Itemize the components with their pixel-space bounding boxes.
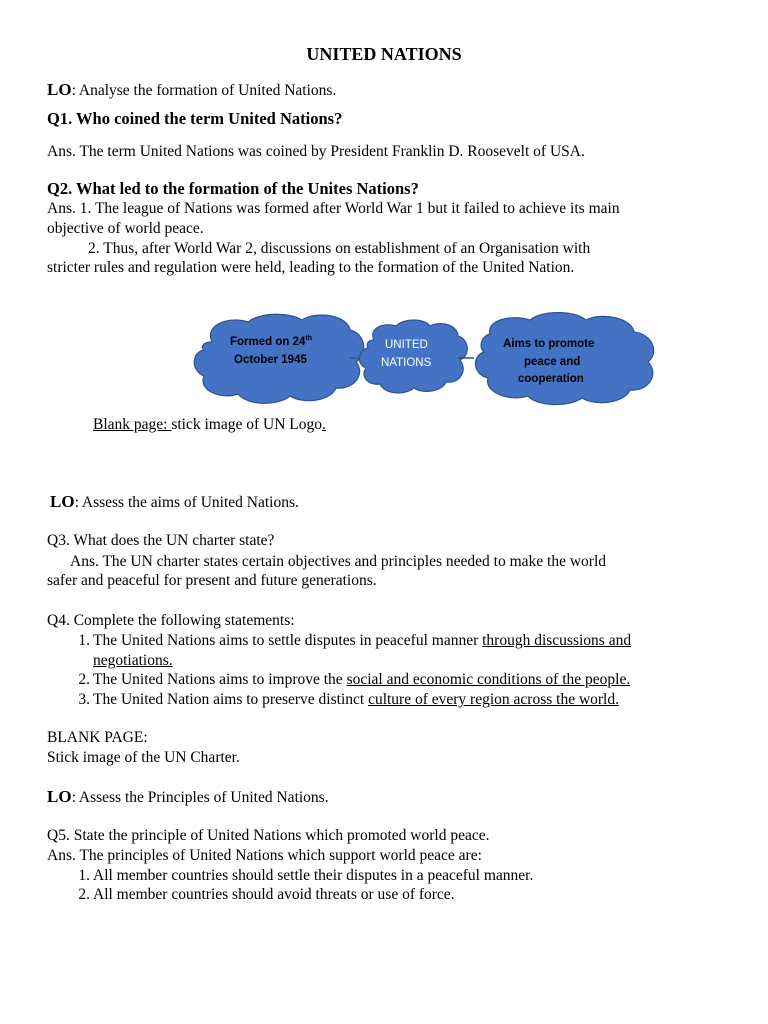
lo-aims (50, 492, 299, 512)
lo-formation (47, 80, 336, 100)
question-2: Q2. What led to the formation of the Unites Nations? (47, 179, 419, 198)
question-3: Q3. What does the UN charter state? (47, 532, 275, 549)
blank-page-text: stick image of UN Logo (171, 416, 323, 433)
lo-label: LO (50, 492, 75, 511)
blank-page-logo: Blank page: stick image of UN Logo. (93, 416, 326, 433)
cloud-left-line-1: Formed on 24th (230, 335, 313, 348)
answer-fill: negotiations. (93, 652, 173, 669)
cloud-right-line-2: peace and (524, 356, 581, 368)
blank-page-heading: BLANK PAGE: (47, 729, 148, 746)
answer-2-line-4: stricter rules and regulation were held, leading to the formation of the United Nation. (47, 259, 575, 276)
document-title: UNITED NATIONS (306, 44, 462, 64)
answer-2-line-3: 2. Thus, after World War 2, discussions on establishment of an Organisation with (88, 240, 591, 257)
answer-fill: social and economic conditions of the people. (346, 671, 631, 688)
answer-2-line-2: objective of world peace. (47, 220, 204, 237)
question-1: Q1. Who coined the term United Nations? (47, 109, 343, 128)
cloud-left-line-2: October 1945 (234, 354, 307, 366)
answer-5: Ans. The principles of United Nations which support world peace are: (47, 847, 482, 864)
lo-label: LO (47, 787, 72, 806)
un-cloud-diagram (190, 312, 670, 408)
lo-text: : Assess the Principles of United Nations. (71, 789, 329, 806)
cloud-center-line-1: UNITED (385, 339, 428, 351)
lo-text: : Assess the aims of United Nations. (74, 494, 299, 511)
answer-3-line-2: safer and peaceful for present and future generations. (47, 572, 377, 589)
blank-page-charter: Stick image of the UN Charter. (47, 749, 240, 766)
cloud-center-line-2: NATIONS (381, 357, 432, 369)
answer-1: Ans. The term United Nations was coined by President Franklin D. Roosevelt of USA. (47, 143, 585, 160)
answer-fill: through discussions and (482, 632, 632, 649)
question-5: Q5. State the principle of United Nations which promoted world peace. (47, 827, 490, 844)
lo-principles (47, 787, 329, 807)
lo-label: LO (47, 80, 72, 99)
answer-2-line-1: Ans. 1. The league of Nations was formed after World War 1 but it failed to achieve its main (47, 200, 620, 217)
blank-page-label: Blank page: (93, 416, 172, 433)
document-page: UNITED NATIONS LO: Analyse the formation of United Nations. Q1. Who coined the term United Nations? Ans. The term United Nations was coined by President Franklin D. Roosevelt of USA. Q2. What led to the formation of the Unites Nations? Ans. 1. The league of Nations was formed after World War 1 but it failed to achieve its main objective of world peace. 2. Thus, after World War 2, discussions on establishment of an Organisation with stricter rules and regulation were held, leading to the formation of the United Nation. Formed on 24th October 1945 UNITED NATIONS Aims to promote peace and cooperation Blank page: stick image of UN Logo. LO: Assess the aims of United Nations. Q3. What does the UN charter state? Ans. The UN charter states certain objectives and principles needed to make the world safer and peaceful for present and future generations. Q4. Complete the following statements: 1. The United Nations aims to settle disputes in peaceful manner through discussions and negotiations. 2. The United Nations aims to improve the social and economic conditions of the people. 3. The United Nation aims to preserve distinct culture of every region across the world. BLANK PAGE: Stick image of the UN Charter. LO: Assess the Principles of United Nations. Q5. State the principle of United Nations which promoted world peace. Ans. The principles of United Nations which support world peace are: 1. All member countries should settle their disputes in a peaceful manner. 2. All member countries should avoid threats or use of force. (0, 0, 768, 1024)
lo-text: : Analyse the formation of United Nations. (71, 82, 337, 99)
question-4: Q4. Complete the following statements: (47, 612, 295, 629)
cloud-right-line-1: Aims to promote (503, 338, 595, 350)
answer-fill: culture of every region across the world. (368, 691, 619, 708)
answer-3-line-1: Ans. The UN charter states certain objectives and principles needed to make the world (70, 553, 606, 570)
cloud-right-line-3: cooperation (518, 373, 584, 385)
